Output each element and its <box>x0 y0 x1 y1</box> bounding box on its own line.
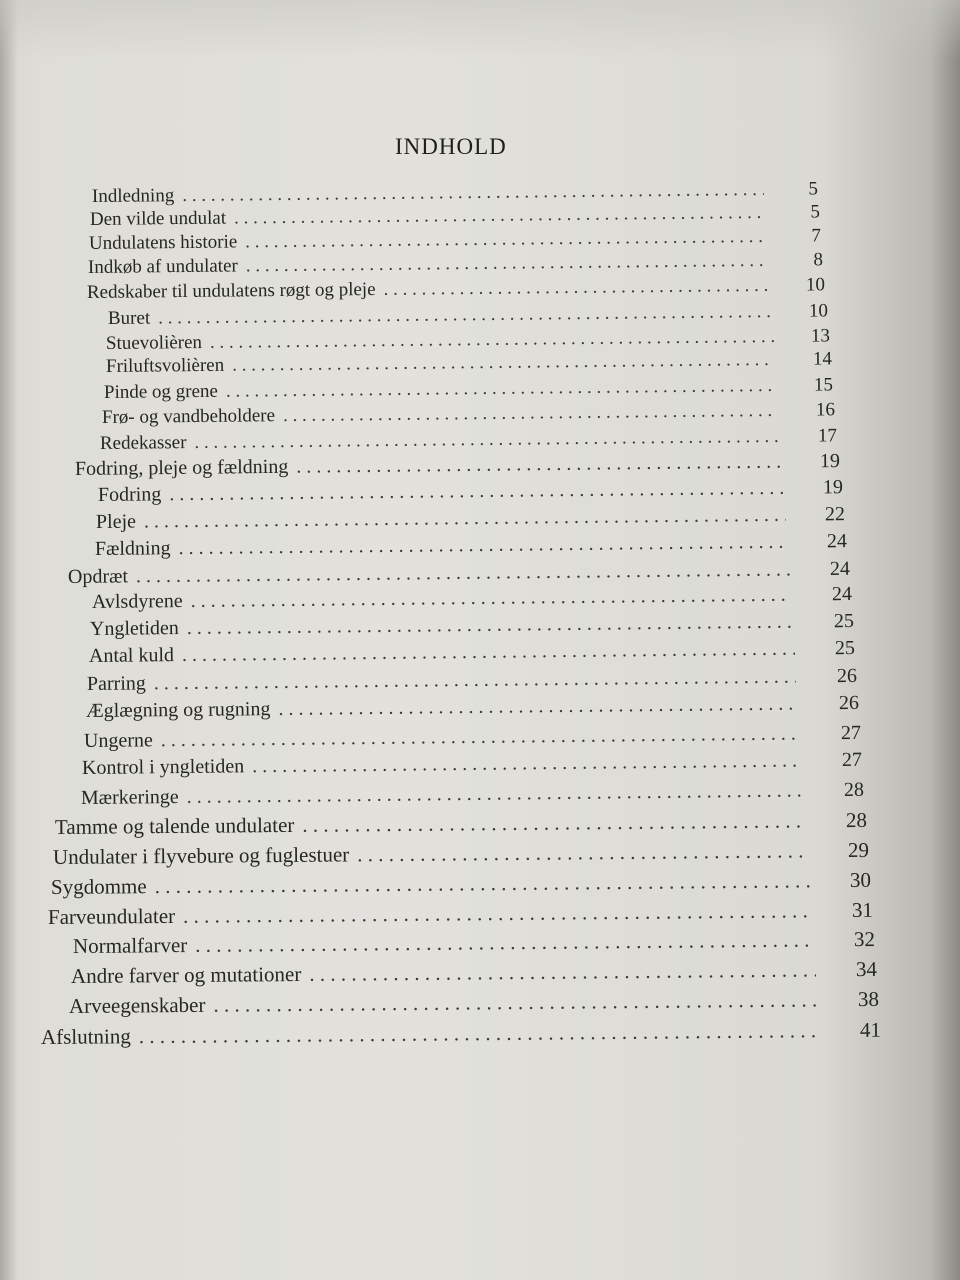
dot-leader <box>139 1018 820 1049</box>
dot-leader <box>302 808 806 837</box>
toc-entry-title: Mærkeringe <box>80 785 179 809</box>
dot-leader <box>245 226 766 253</box>
toc-entry-page-number: 32 <box>853 927 876 952</box>
toc-entry-page-number: 10 <box>805 274 826 296</box>
dot-leader <box>194 426 780 454</box>
toc-entry-title: Avlsdyrene <box>91 590 183 613</box>
toc-entry-page-number: 14 <box>812 348 833 370</box>
dot-leader <box>155 868 811 899</box>
page-title: INDHOLD <box>395 134 507 159</box>
toc-entry-page-number: 27 <box>840 721 862 745</box>
toc-entry-page-number: 28 <box>845 807 868 833</box>
toc-entry-page-number: 25 <box>834 636 856 660</box>
toc-entry-page-number: 31 <box>851 897 874 922</box>
toc-entry-title: Fældning <box>94 537 171 560</box>
dot-leader <box>357 838 808 867</box>
toc-entry-title: Parring <box>86 672 146 695</box>
toc-entry-page-number: 8 <box>813 249 824 271</box>
toc-entry-title: Redskaber til undulatens røgt og pleje <box>86 278 376 303</box>
toc-entry-title: Fodring <box>97 483 162 506</box>
toc-entry-page-number: 17 <box>817 425 838 447</box>
toc-entry-title: Fodring, pleje og fældning <box>74 455 289 480</box>
toc-entry-title: Æglægning og rugning <box>85 698 271 722</box>
toc-entry-page-number: 29 <box>847 837 870 863</box>
toc-entry-page-number: 38 <box>857 986 880 1012</box>
toc-entry-page-number: 26 <box>838 691 860 715</box>
toc-entry-title: Sygdomme <box>50 874 147 899</box>
dot-leader <box>191 584 792 613</box>
dot-leader <box>195 928 814 958</box>
toc-entry-page-number: 24 <box>826 530 848 553</box>
toc-entry-page-number: 13 <box>810 325 831 347</box>
toc-entry-title: Indledning <box>91 185 175 207</box>
dot-leader <box>226 375 777 403</box>
toc-entry-page-number: 5 <box>808 178 819 200</box>
dot-leader <box>232 349 775 377</box>
toc-entry-title: Andre farver og mutationer <box>70 961 302 988</box>
toc-entry-page-number: 15 <box>813 374 834 396</box>
toc-entry-title: Pinde og grene <box>103 380 219 403</box>
toc-entry-title: Undulatens historie <box>88 231 238 254</box>
toc-entry-title: Yngletiden <box>89 617 179 640</box>
toc-entry-page-number: 28 <box>843 778 865 802</box>
toc-entry-title: Normalfarver <box>72 933 188 958</box>
toc-entry-page-number: 26 <box>836 664 858 688</box>
toc-entry-page-number: 30 <box>849 867 872 893</box>
toc-entry-page-number: 22 <box>824 503 846 526</box>
toc-entry-title: Buret <box>107 307 151 329</box>
dot-leader <box>296 451 781 479</box>
dot-leader <box>283 400 778 427</box>
dot-leader <box>309 957 816 986</box>
toc-entry-page-number: 34 <box>855 956 878 982</box>
toc-entry-title: Friluftsvolièren <box>105 354 225 377</box>
toc-entry-title: Kontrol i yngletiden <box>81 755 245 779</box>
toc-entry-page-number: 25 <box>833 610 855 633</box>
dot-leader <box>383 275 770 301</box>
toc-entry-title: Opdræt <box>67 565 129 588</box>
toc-entry-title: Pleje <box>95 510 137 533</box>
toc-entry-page-number: 10 <box>808 300 829 322</box>
toc-entry-page-number: 19 <box>819 449 841 473</box>
dot-leader <box>234 202 766 230</box>
toc-entry-title: Arveegenskaber <box>68 992 206 1018</box>
toc-entry-title: Afslutning <box>40 1024 131 1049</box>
toc-entry-page-number: 5 <box>810 201 821 223</box>
toc-entry-page-number: 7 <box>811 225 822 247</box>
toc-entry-title: Antal kuld <box>88 644 175 667</box>
dot-leader <box>213 987 818 1017</box>
toc-entry-page-number: 27 <box>841 748 863 772</box>
toc-entry-title: Farveundulater <box>47 903 176 929</box>
toc-entry-page-number: 19 <box>822 476 844 499</box>
toc-entry-title: Tamme og talende undulater <box>54 812 295 839</box>
toc-entry-title: Indkøb af undulater <box>87 255 238 278</box>
toc-entry-page-number: 16 <box>815 399 836 421</box>
toc-entry-title: Ungerne <box>83 729 153 752</box>
dot-leader <box>252 749 802 778</box>
dot-leader <box>278 693 798 721</box>
toc-entry-title: Den vilde undulat <box>89 207 227 230</box>
toc-entry-title: Undulater i flyvebure og fuglestuer <box>52 842 350 869</box>
toc-entry-title: Frø- og vandbeholdere <box>101 405 276 428</box>
toc-entry-page-number: 24 <box>831 583 853 606</box>
toc-entry-page-number: 41 <box>859 1017 882 1042</box>
toc-entry-page-number: 24 <box>829 557 851 581</box>
toc-entry-title: Redekasser <box>99 432 187 454</box>
dot-leader <box>246 250 769 277</box>
dot-leader <box>187 611 794 640</box>
dot-leader <box>183 898 812 928</box>
toc-entry-title: Stuevolièren <box>105 331 203 354</box>
toc-entry <box>40 1017 882 1055</box>
